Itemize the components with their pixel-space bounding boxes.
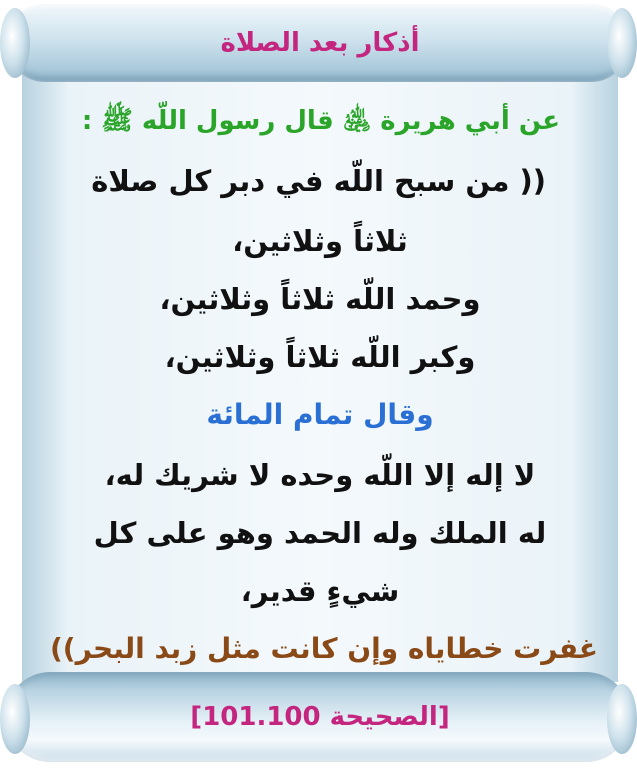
- scroll-top-right-curl: [607, 8, 637, 78]
- hadith-line-6: لا إله إلا اللّه وحده لا شريك له،: [104, 458, 536, 492]
- narrator-line: عن أبي هريرة ﵁ قال رسول اللّه ﷺ :: [81, 106, 560, 136]
- source-reference: [الصحيحة 101.100]: [190, 702, 450, 732]
- hadith-line-2: ثلاثاً وثلاثين،: [232, 224, 408, 258]
- hadith-line-5: وقال تمام المائة: [206, 398, 434, 431]
- hadith-line-4: وكبر اللّه ثلاثاً وثلاثين،: [164, 340, 476, 374]
- page-title: أذكار بعد الصلاة: [220, 28, 420, 58]
- hadith-line-7: له الملك وله الحمد وهو على كل: [93, 516, 547, 550]
- scroll-top-left-curl: [0, 8, 30, 78]
- hadith-line-3: وحمد اللّه ثلاثاً وثلاثين،: [159, 282, 481, 316]
- hadith-line-9: غفرت خطاياه وإن كانت مثل زبد البحر)): [50, 632, 598, 665]
- scroll-bottom-right-curl: [607, 684, 637, 754]
- hadith-line-1: (( من سبح اللّه في دبر كل صلاة: [91, 164, 546, 198]
- scroll-bottom-left-curl: [0, 684, 30, 754]
- hadith-line-8: شيءٍ قدير،: [240, 574, 400, 608]
